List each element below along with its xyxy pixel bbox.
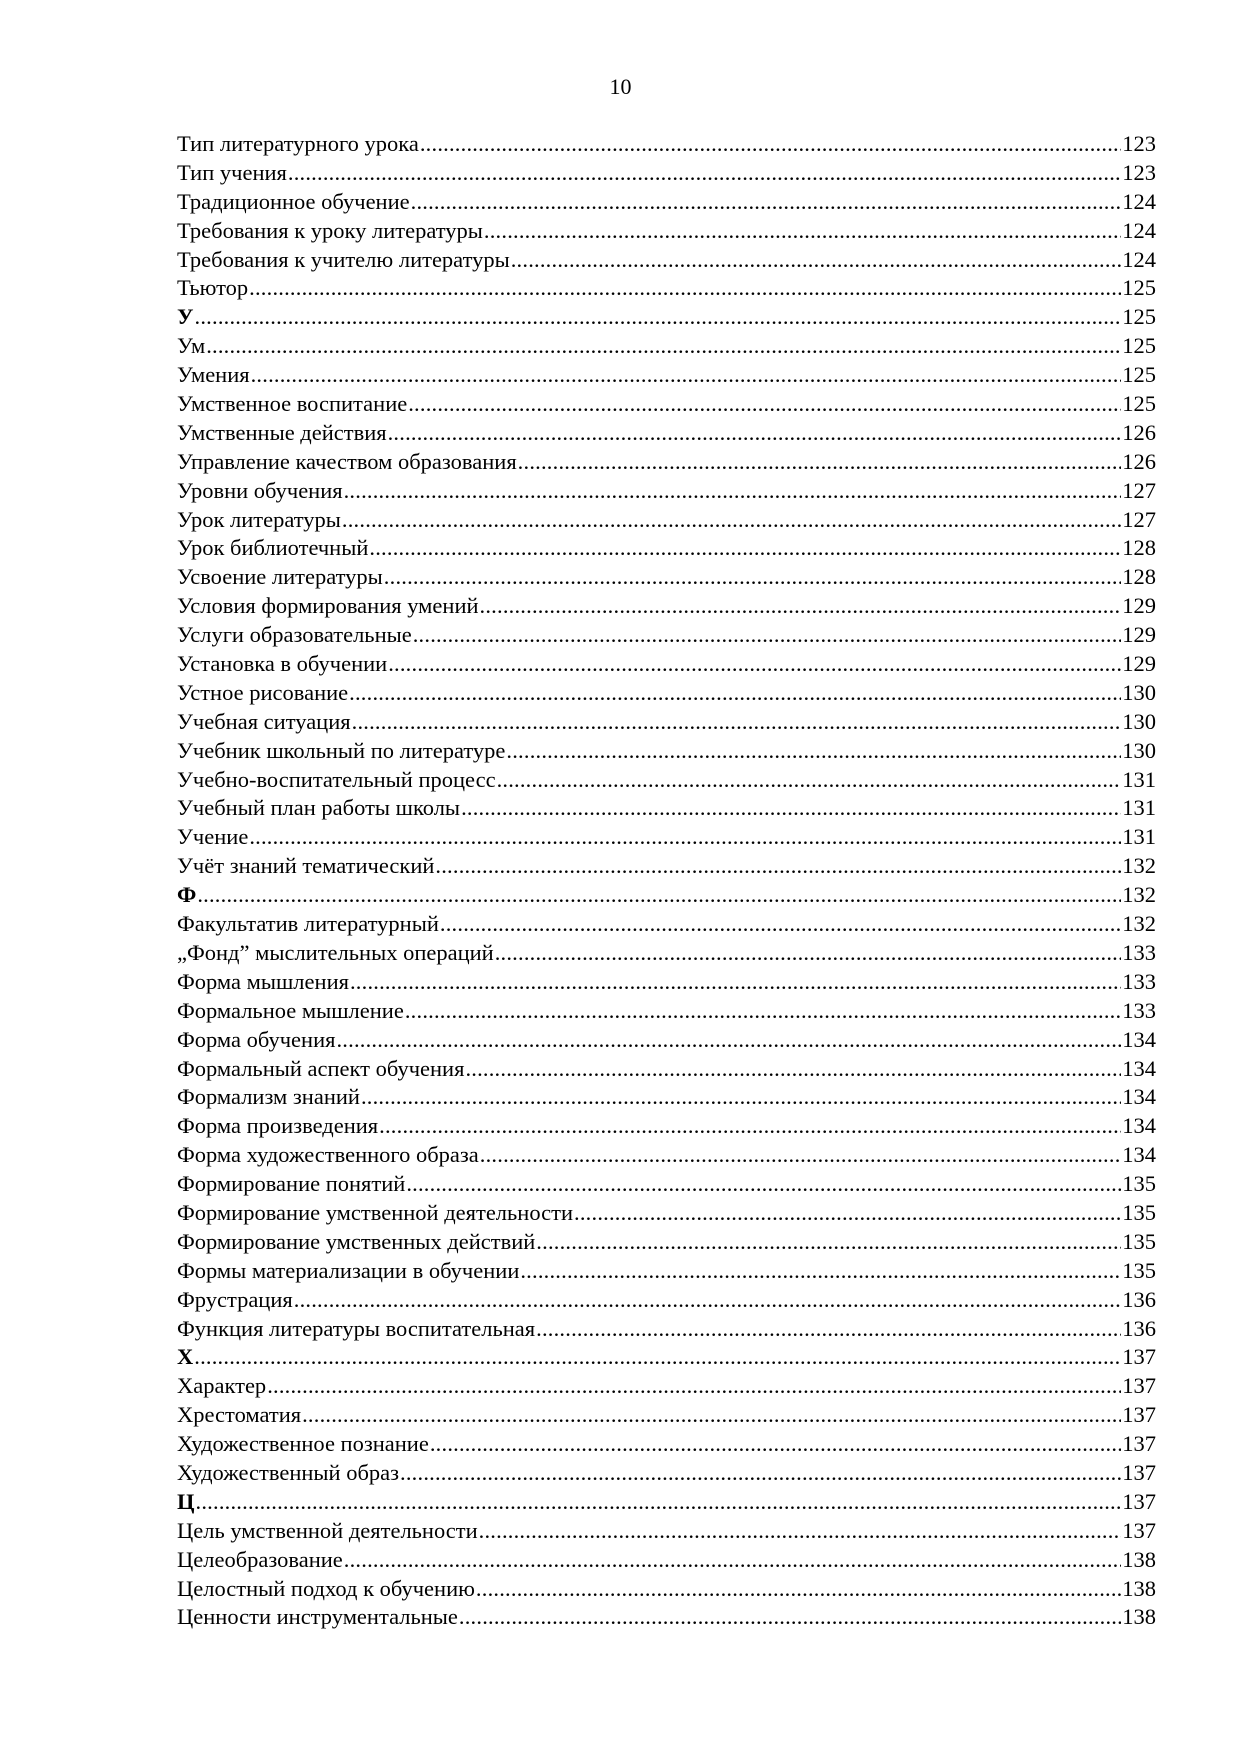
toc-entry-label: Факультатив литературный [177,911,439,937]
toc-entry [177,939,1156,968]
toc-dot-leader [459,1603,1121,1632]
toc-entry-page: 123 [1122,131,1156,156]
toc-entry-label: Управление качеством образования [177,448,517,474]
toc-dot-leader [511,246,1122,275]
toc-dot-leader [420,130,1121,159]
toc-entry [177,650,1156,679]
toc-entry-page: 125 [1122,275,1156,301]
toc-entry-label: Формирование умственной деятельности [177,1199,574,1225]
toc-entry-label: Формы материализации в обучении [177,1257,520,1283]
toc-dot-leader [413,621,1122,650]
toc-entry-label: Умения [177,362,250,388]
toc-dot-leader [461,794,1121,823]
toc-entry-label: Установка в обучении [177,651,388,677]
toc-entry-label: Целостный подход к обучению [177,1575,475,1601]
toc-entry-page: 124 [1122,246,1156,272]
toc-entry-label: Характер [177,1373,267,1399]
toc-dot-leader [536,1315,1121,1344]
toc-entry-page: 124 [1122,217,1156,243]
toc-entry-page: 137 [1122,1344,1156,1370]
toc-entry-page: 135 [1122,1171,1156,1197]
toc-entry-label: Художественный образ [177,1459,400,1485]
toc-dot-leader [196,1488,1122,1517]
toc-entry-page: 126 [1122,419,1156,445]
toc-entry-label: Тип литературного урока [177,131,419,156]
toc-dot-leader [379,1112,1121,1141]
toc-entry [177,708,1156,737]
toc-entry-page: 131 [1122,824,1156,850]
toc-dot-leader [484,217,1121,246]
toc-entry-page: 130 [1122,679,1156,705]
table-of-contents [177,130,1156,1632]
toc-entry [177,1372,1156,1401]
toc-entry [177,1459,1156,1488]
toc-entry-label: Учение [177,824,249,850]
toc-entry-page: 135 [1122,1199,1156,1225]
toc-entry [177,130,1156,159]
toc-dot-leader [384,563,1121,592]
toc-entry [177,766,1156,795]
toc-dot-leader [197,881,1121,910]
toc-entry-page: 137 [1122,1373,1156,1399]
toc-entry [177,419,1156,448]
toc-entry [177,448,1156,477]
toc-entry-label: Услуги образовательные [177,622,412,648]
toc-letter-heading [177,1488,1156,1517]
toc-entry-label: Усвоение литературы [177,564,383,590]
toc-entry-label: Традиционное обучение [177,188,410,214]
toc-entry-page: 136 [1122,1315,1156,1341]
toc-entry-page: 125 [1122,333,1156,359]
toc-entry [177,217,1156,246]
toc-dot-leader [388,650,1121,679]
toc-entry-page: 132 [1122,882,1156,908]
toc-entry [177,274,1156,303]
toc-entry-page: 137 [1122,1402,1156,1428]
toc-dot-leader [361,1083,1121,1112]
toc-entry-page: 137 [1122,1459,1156,1485]
toc-dot-leader [344,1546,1121,1575]
toc-entry-label: Условия формирования умений [177,593,479,619]
toc-entry-page: 123 [1122,159,1156,185]
toc-entry [177,1170,1156,1199]
toc-dot-leader [349,679,1121,708]
toc-dot-leader [480,1141,1121,1170]
toc-entry [177,1199,1156,1228]
toc-entry-page: 132 [1122,911,1156,937]
toc-entry-page: 134 [1122,1026,1156,1052]
toc-entry-label: Хрестоматия [177,1402,302,1428]
toc-dot-leader [206,332,1121,361]
toc-entry-page: 137 [1122,1488,1156,1514]
toc-entry [177,1055,1156,1084]
toc-entry-label: Тип учения [177,159,287,185]
toc-entry-label: Формирование понятий [177,1171,406,1197]
toc-entry-page: 128 [1122,535,1156,561]
toc-dot-leader [574,1199,1121,1228]
toc-entry [177,823,1156,852]
toc-entry-page: 130 [1122,737,1156,763]
toc-entry [177,1517,1156,1546]
toc-entry [177,968,1156,997]
toc-letter-heading [177,1343,1156,1372]
toc-dot-leader [440,910,1121,939]
toc-entry [177,361,1156,390]
toc-entry-label: Форма обучения [177,1026,336,1052]
toc-entry-label: Учебная ситуация [177,708,351,734]
toc-entry-page: 134 [1122,1084,1156,1110]
toc-dot-leader [506,737,1121,766]
toc-entry-label: Формальный аспект обучения [177,1055,465,1081]
toc-entry [177,679,1156,708]
toc-dot-leader [476,1575,1121,1604]
toc-dot-leader [408,390,1121,419]
toc-dot-leader [430,1430,1121,1459]
toc-entry-page: 133 [1122,997,1156,1023]
toc-dot-leader [195,303,1122,332]
toc-entry-page: 132 [1122,853,1156,879]
toc-entry-page: 134 [1122,1113,1156,1139]
toc-entry-page: 136 [1122,1286,1156,1312]
toc-entry [177,1257,1156,1286]
toc-dot-leader [249,823,1121,852]
toc-entry-label: Требования к уроку литературы [177,217,483,243]
toc-entry-page: 127 [1122,506,1156,532]
toc-dot-leader [302,1401,1121,1430]
toc-entry-page: 135 [1122,1257,1156,1283]
toc-entry-label: Урок литературы [177,506,341,532]
toc-entry-page: 125 [1122,304,1156,330]
toc-dot-leader [495,939,1122,968]
toc-entry-label: Ц [177,1488,195,1514]
toc-entry-page: 131 [1122,795,1156,821]
toc-dot-leader [251,361,1122,390]
toc-entry [177,1575,1156,1604]
toc-entry [177,852,1156,881]
toc-entry-label: Х [177,1344,194,1370]
toc-entry [177,188,1156,217]
toc-entry [177,1112,1156,1141]
toc-entry [177,737,1156,766]
toc-dot-leader [352,708,1122,737]
toc-entry [177,1546,1156,1575]
toc-entry [177,1430,1156,1459]
toc-entry [177,506,1156,535]
toc-entry-label: Умственное воспитание [177,391,408,417]
toc-dot-leader [520,1257,1121,1286]
toc-dot-leader [336,1026,1121,1055]
toc-entry-page: 133 [1122,968,1156,994]
toc-entry-page: 131 [1122,766,1156,792]
toc-entry-page: 134 [1122,1055,1156,1081]
toc-entry [177,534,1156,563]
toc-dot-leader [344,477,1122,506]
toc-dot-leader [288,159,1121,188]
toc-dot-leader [369,534,1121,563]
toc-entry-label: Формальное мышление [177,997,404,1023]
toc-dot-leader [406,1170,1121,1199]
toc-dot-leader [249,274,1121,303]
toc-entry-label: Формализм знаний [177,1084,360,1110]
toc-dot-leader [350,968,1121,997]
toc-entry-label: Ум [177,333,206,359]
toc-dot-leader [194,1343,1121,1372]
toc-entry-page: 137 [1122,1431,1156,1457]
toc-entry-label: Учебно-воспитательный процесс [177,766,496,792]
toc-entry [177,1401,1156,1430]
toc-dot-leader [536,1228,1121,1257]
toc-entry-page: 129 [1122,651,1156,677]
toc-entry-label: Фрустрация [177,1286,293,1312]
toc-entry [177,1083,1156,1112]
toc-entry [177,563,1156,592]
toc-entry-page: 134 [1122,1142,1156,1168]
toc-entry-label: У [177,304,194,330]
toc-entry-label: Цель умственной деятельности [177,1517,478,1543]
toc-entry [177,621,1156,650]
toc-entry [177,910,1156,939]
toc-entry-label: Учебник школьный по литературе [177,737,506,763]
toc-entry-page: 128 [1122,564,1156,590]
toc-dot-leader [435,852,1121,881]
toc-entry-page: 133 [1122,939,1156,965]
toc-entry-page: 127 [1122,477,1156,503]
toc-dot-leader [342,506,1121,535]
toc-entry-label: Умственные действия [177,419,387,445]
toc-entry-page: 130 [1122,708,1156,734]
toc-entry-label: Устное рисование [177,679,349,705]
toc-dot-leader [518,448,1122,477]
toc-entry-label: Функция литературы воспитательная [177,1315,536,1341]
toc-entry-page: 126 [1122,448,1156,474]
page-number: 10 [609,74,632,99]
toc-dot-leader [497,766,1122,795]
toc-dot-leader [480,592,1122,621]
toc-dot-leader [411,188,1122,217]
toc-entry [177,1315,1156,1344]
toc-entry-label: Уровни обучения [177,477,343,503]
toc-entry-page: 138 [1122,1604,1156,1630]
toc-entry-page: 125 [1122,391,1156,417]
toc-entry-label: Учебный план работы школы [177,795,461,821]
toc-dot-leader [294,1286,1122,1315]
toc-entry-label: „Фонд” мыслительных операций [177,939,494,965]
toc-entry-page: 138 [1122,1575,1156,1601]
toc-entry [177,1286,1156,1315]
toc-entry-label: Ценности инструментальные [177,1604,458,1630]
toc-entry-page: 137 [1122,1517,1156,1543]
toc-entry [177,1228,1156,1257]
toc-dot-leader [267,1372,1121,1401]
toc-dot-leader [405,997,1121,1026]
toc-entry-label: Целеобразование [177,1546,343,1572]
toc-entry-label: Учёт знаний тематический [177,853,435,879]
toc-entry [177,997,1156,1026]
toc-entry [177,1603,1156,1632]
toc-entry-label: Художественное познание [177,1431,429,1457]
toc-entry [177,1141,1156,1170]
toc-entry-label: Требования к учителю литературы [177,246,510,272]
toc-entry-page: 135 [1122,1228,1156,1254]
toc-entry-label: Формирование умственных действий [177,1228,536,1254]
toc-entry [177,592,1156,621]
toc-entry-label: Урок библиотечный [177,535,369,561]
toc-dot-leader [479,1517,1122,1546]
toc-entry-page: 138 [1122,1546,1156,1572]
toc-entry-label: Форма художественного образа [177,1142,479,1168]
toc-dot-leader [388,419,1122,448]
toc-dot-leader [400,1459,1121,1488]
toc-entry [177,390,1156,419]
toc-entry [177,246,1156,275]
toc-entry-label: Тьютор [177,275,249,301]
toc-entry [177,332,1156,361]
toc-entry-page: 129 [1122,622,1156,648]
toc-letter-heading [177,303,1156,332]
toc-entry-page: 124 [1122,188,1156,214]
toc-dot-leader [465,1055,1121,1084]
toc-entry [177,794,1156,823]
toc-entry [177,477,1156,506]
toc-entry-label: Форма произведения [177,1113,379,1139]
toc-letter-heading [177,881,1156,910]
toc-entry-page: 129 [1122,593,1156,619]
toc-entry [177,1026,1156,1055]
toc-entry-label: Ф [177,882,197,908]
toc-entry [177,159,1156,188]
toc-entry-page: 125 [1122,362,1156,388]
toc-entry-label: Форма мышления [177,968,349,994]
